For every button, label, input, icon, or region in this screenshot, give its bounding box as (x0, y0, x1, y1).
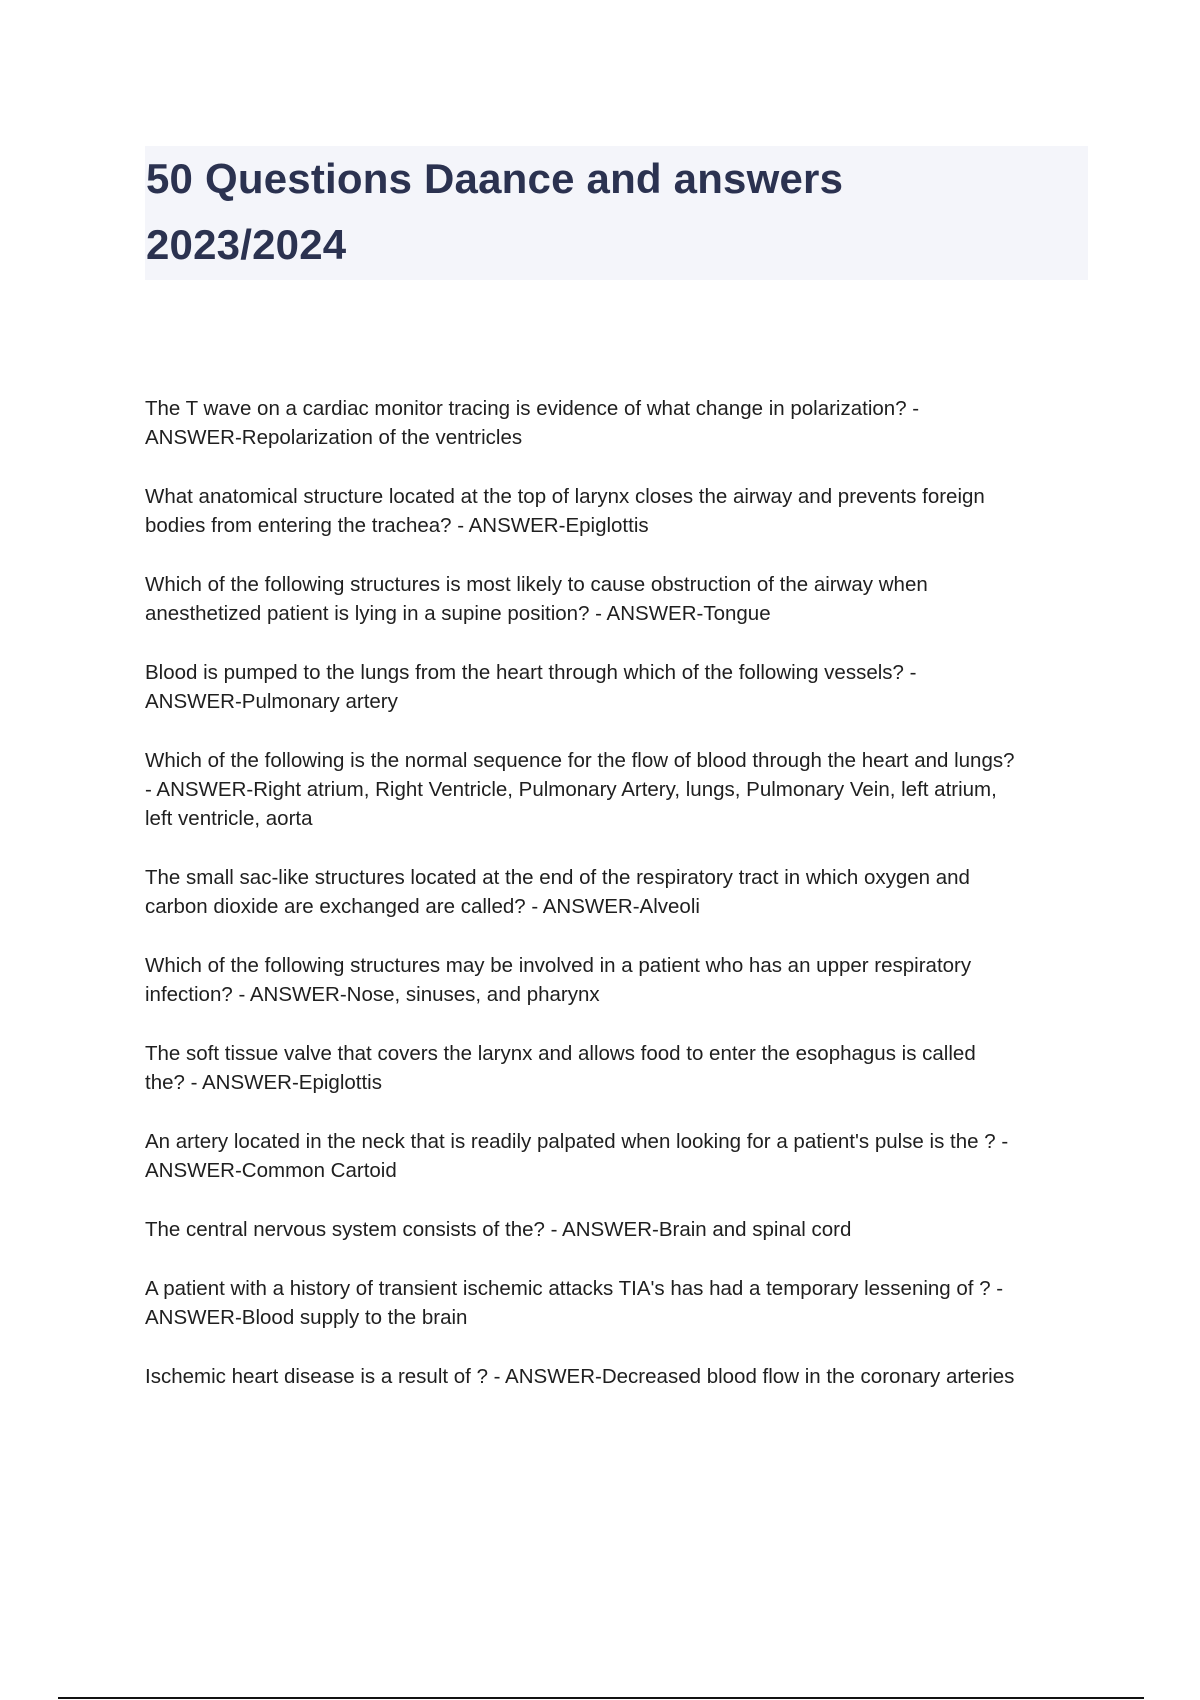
qa-item-11: A patient with a history of transient ischemic attacks TIA's has had a temporary lessening of ? - ANSWER-Blood supply to the brain (145, 1277, 1004, 1329)
qa-item-10: The central nervous system consists of the? - ANSWER-Brain and spinal cord (145, 1218, 852, 1241)
title-block (145, 146, 1088, 280)
qa-item-2: What anatomical structure located at the top of larynx closes the airway and prevents foreign bodies from entering the trachea? - ANSWER-Epiglottis (145, 485, 985, 537)
qa-item-12: Ischemic heart disease is a result of ? - ANSWER-Decreased blood flow in the coronary arteries (145, 1365, 1015, 1388)
qa-item-4: Blood is pumped to the lungs from the heart through which of the following vessels? - ANSWER-Pulmonary artery (145, 661, 917, 713)
footer-rule (58, 1697, 1144, 1699)
qa-item-7: Which of the following structures may be involved in a patient who has an upper respiratory infection? - ANSWER-Nose, sinuses, and pharynx (145, 954, 972, 1006)
qa-item-3: Which of the following structures is most likely to cause obstruction of the airway when anesthetized patient is lying in a supine position? - ANSWER-Tongue (145, 573, 928, 625)
qa-item-8: The soft tissue valve that covers the larynx and allows food to enter the esophagus is called the? - ANSWER-Epiglottis (145, 1042, 976, 1094)
page-title-line-1: 50 Questions Daance and answers (146, 155, 844, 202)
qa-item-5: Which of the following is the normal sequence for the flow of blood through the heart and lungs? - ANSWER-Right atrium, Right Ventricle, Pulmonary Artery, lungs, Pulmonary Vein, left atrium, left ventricle, aorta (145, 749, 1015, 830)
qa-item-9: An artery located in the neck that is readily palpated when looking for a patient's pulse is the ? - ANSWER-Common Cartoid (145, 1130, 1009, 1182)
qa-item-6: The small sac-like structures located at the end of the respiratory tract in which oxygen and carbon dioxide are exchanged are called? - ANSWER-Alveoli (145, 866, 970, 918)
qa-item-1: The T wave on a cardiac monitor tracing is evidence of what change in polarization? - ANSWER-Repolarization of the ventricles (145, 397, 920, 449)
page-title-line-2: 2023/2024 (146, 221, 347, 268)
question-answer-list (145, 394, 1095, 1421)
